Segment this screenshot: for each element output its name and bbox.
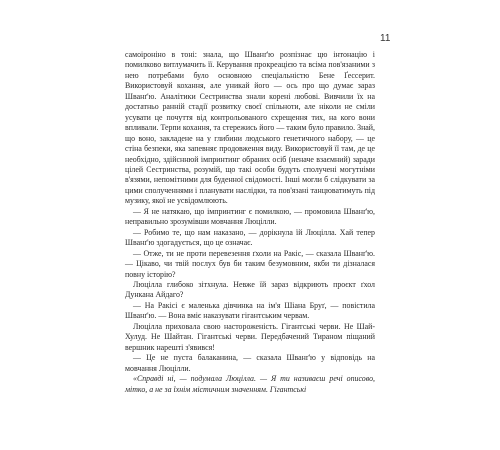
paragraph: самоіроніно в тоні: знала, що Шванґ'ю розпізнає цю інтонацію і помилково витлумачить її. Керування прокреацією та всіма пов'язаними з нею потребами було основною спеціальністю Бене Ґессерит. Використовуй кохання, але уникай його — ось про що думає зараз Шванґ'ю. Аналітики Сестринства знали корені любові. Вивчили їх на достатньо ранній стадії розвитку своєї спільноти, але ніколи не сміли усувати це почуття від контрольованого схрещення тих, на кого вони впливали. Терпи кохання, та стережись його — таким було правило. Знай, що воно, закладене на у глибини людського генетичного набору, — це стіна безпеки, яка запевняє продовження виду. Використовуй її там, де це необхідно, здійсннюй імпринтинг обраних осіб (неначе взаємний) заради цілей Сестринства, розумій, що такі особи будуть сполучені могутніми в'язями, непомітними для буденної свідомості. Інші могли б слідкувати за цими сполученнями і планувати наслідки, та пов'язані танцюватимуть під музику, якої не усвідомлюють.: [125, 50, 375, 206]
paragraph: Люцілла глибоко зітхнула. Невже їй зараз відкриють проєкт ґхол Дункана Айдаго?: [125, 279, 375, 300]
page-number: 11: [380, 33, 391, 44]
paragraph: «Справді ні, — подумала Люцілла. — Я ти називаєш речі описово, мітко, а не за їхнім містичним значенням. Гігантські: [125, 374, 375, 394]
paragraph: Люцілла приховала свою настороженість. Гігантські черви. Не Шай-Хулуд. Не Шайтан. Гігантські черви. Передбачений Тираном піщаний вершник нарешті з'явився!: [125, 321, 375, 352]
body-text: [125, 50, 375, 395]
paragraph: — Отже, ти не проти перевезення ґхоли на Ракіс, — сказала Шванґ'ю. — Цікаво, чи твій послух був би таким безумовним, якби ти дізналася повну історію?: [125, 248, 375, 279]
paragraph: — Це не пуста балаканина, — сказала Шванґ'ю у відповідь на мовчання Люцілли.: [125, 353, 375, 373]
paragraph: — Робимо те, що нам наказано, — дорікнула їй Люцілла. Хай тепер Шванґ'ю здогадується, що це означає.: [125, 227, 375, 248]
paragraph: — Я не натякаю, що імпринтинг є помилкою, — промовила Шванґ'ю, неправильно зрозумівши мовчання Люцілли.: [125, 206, 375, 227]
paragraph: — На Ракісі є маленька дівчинка на ім'я Шіана Бруґ, — повістила Шванґ'ю. — Вона вміє наказувати гігантським червам.: [125, 300, 375, 321]
